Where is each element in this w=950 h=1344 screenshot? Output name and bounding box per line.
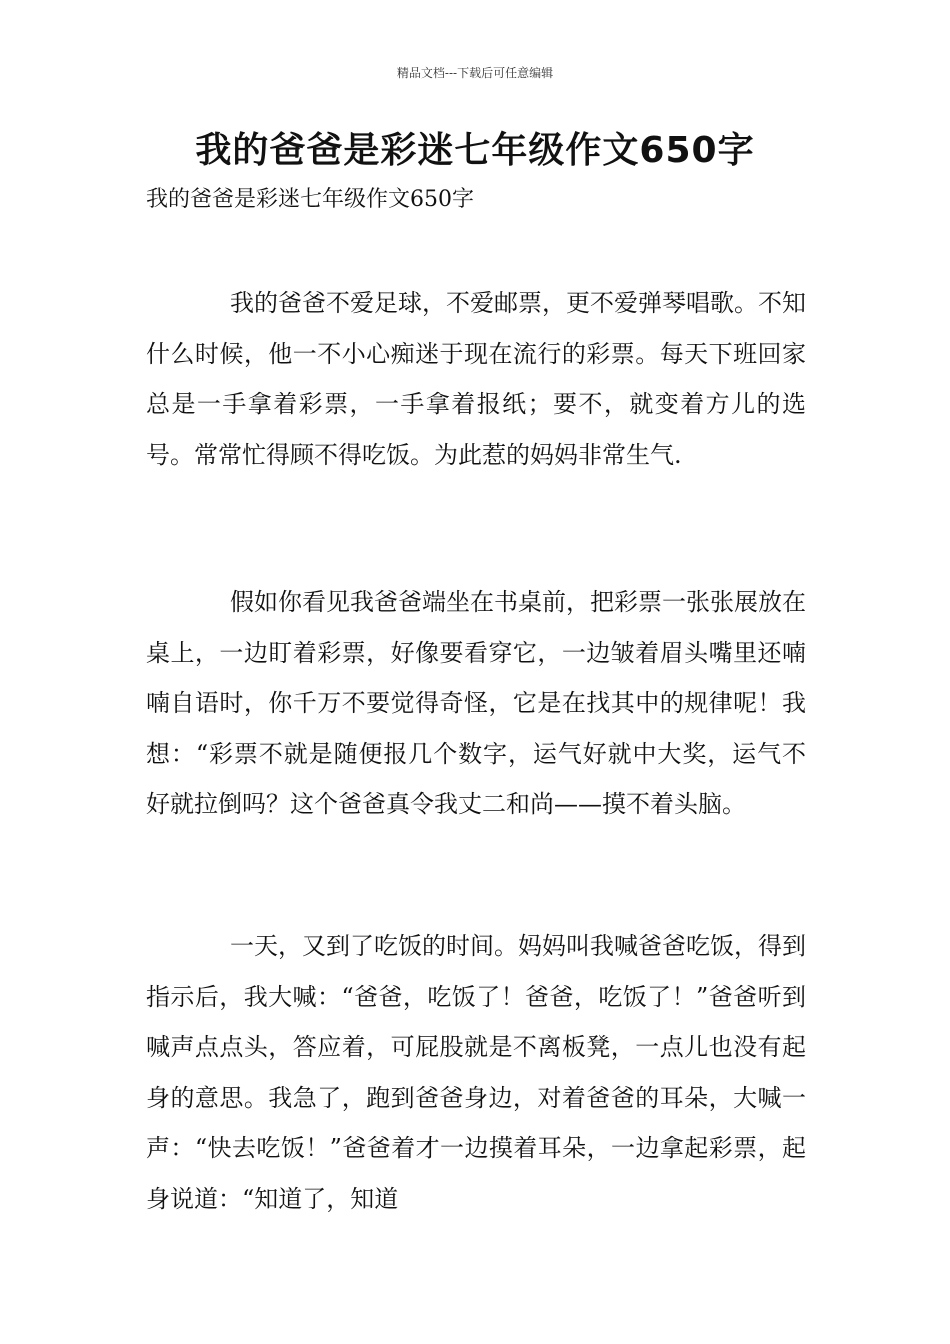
paragraph-1: 我的爸爸不爱足球，不爱邮票，更不爱弹琴唱歌。不知什么时候，他一不小心痴迷于现在流行的彩票。每天下班回家总是一手拿着彩票，一手拿着报纸；要不，就变着方儿的选号。常常忙得顾不得吃饭。为此惹的妈妈非常生气. xyxy=(146,289,806,469)
document-subtitle: 我的爸爸是彩迷七年级作文650字 xyxy=(146,187,474,212)
paragraph-2: 假如你看见我爸爸端坐在书桌前，把彩票一张张展放在桌上，一边盯着彩票，好像要看穿它，一边皱着眉头嘴里还喃喃自语时，你千万不要觉得奇怪，它是在找其中的规律呢！我想：“彩票不就是随便报几个数字，运气好就中大奖，运气不好就拉倒吗？这个爸爸真令我丈二和尚——摸不着头脑。 xyxy=(146,588,806,818)
paragraph-3: 一天，又到了吃饭的时间。妈妈叫我喊爸爸吃饭，得到指示后，我大喊：“爸爸，吃饭了！爸爸，吃饭了！”爸爸听到喊声点点头，答应着，可屁股就是不离板凳，一点儿也没有起身的意思。我急了，跑到爸爸身边，对着爸爸的耳朵，大喊一声：“快去吃饭！”爸爸着才一边摸着耳朵，一边拿起彩票，起身说道：“知道了，知道 xyxy=(146,932,806,1213)
header-note: 精品文档---下载后可任意编辑 xyxy=(396,66,554,80)
document-title: 我的爸爸是彩迷七年级作文650字 xyxy=(195,130,755,171)
